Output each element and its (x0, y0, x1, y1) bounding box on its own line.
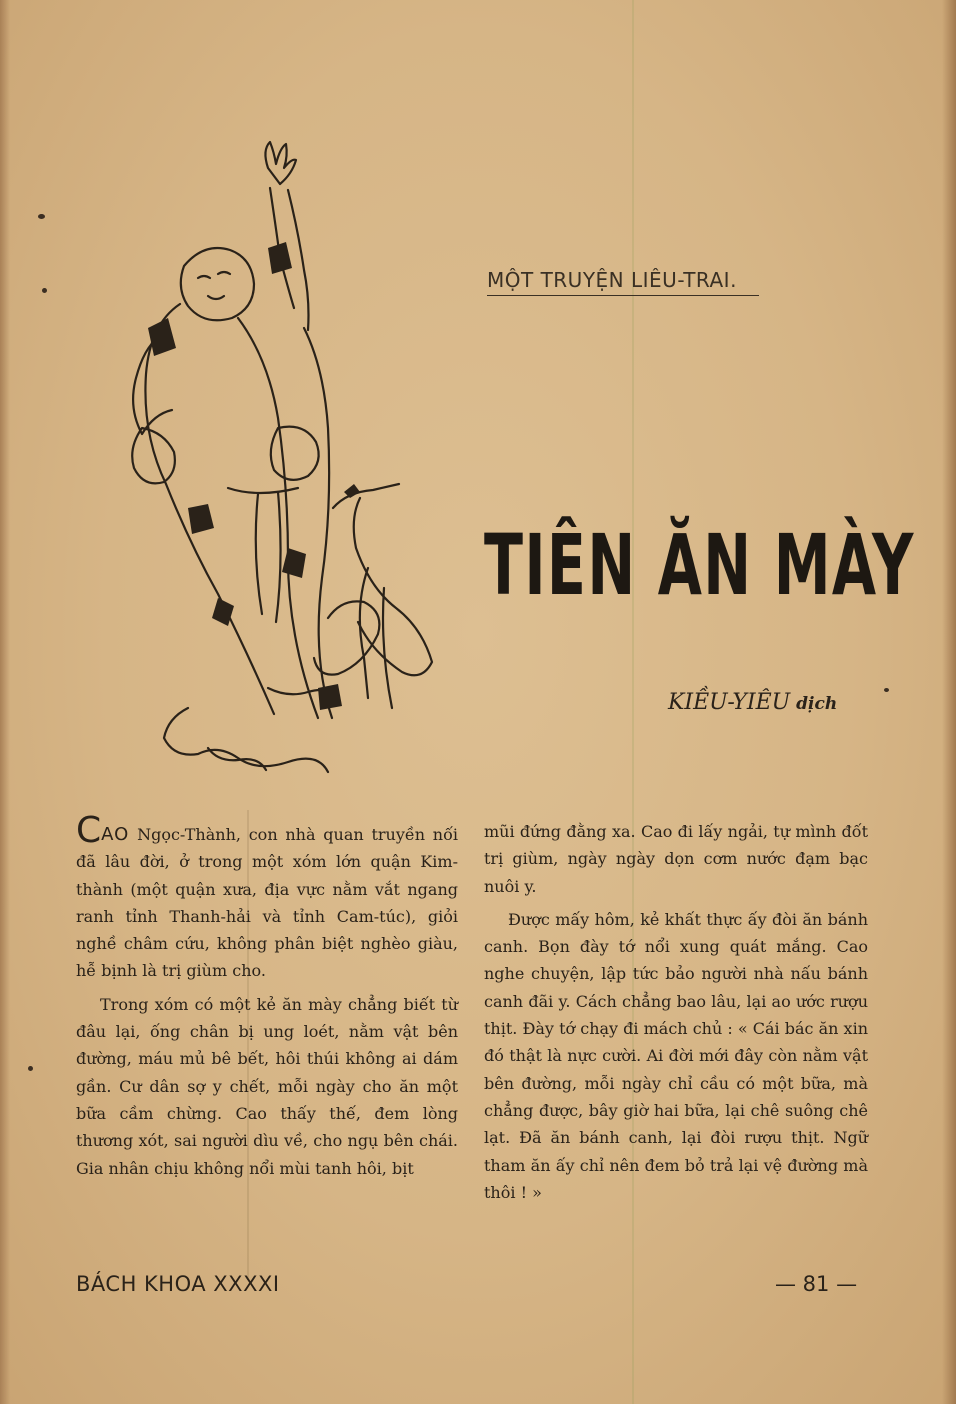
publication-name: BÁCH KHOA XXXXI (76, 1272, 280, 1296)
immortal-beggar-with-crane-icon (118, 128, 448, 788)
paragraph: mũi đứng đằng xa. Cao đi lấy ngải, tự mình đốt trị giùm, ngày ngày dọn cơm nước đạm bạc nuôi y. (484, 822, 868, 896)
paragraph: Trong xóm có một kẻ ăn mày chẳng biết từ đâu lại, ống chân bị ung loét, nằm vật bên đường, máu mủ bê bết, hôi thúi không ai dám gần. Cư dân sợ y chết, mỗi ngày cho ăn một bữa cầm chừng. Cao thấy thế, đem lòng thương xót, sai người dìu về, cho ngụ bên chái. Gia nhân chịu không nổi mùi tanh hôi, bịt (76, 994, 458, 1178)
article-title: TIÊN ĂN MÀY (484, 516, 915, 614)
ink-speck (38, 214, 45, 219)
series-title-underline (487, 295, 759, 296)
ink-speck (884, 688, 889, 692)
article-column-right (484, 818, 868, 1206)
paper-edge-left (0, 0, 10, 1404)
author-name: KIỀU-YIÊU (668, 690, 791, 715)
paragraph: Được mấy hôm, kẻ khất thực ấy đòi ăn bánh canh. Bọn đày tớ nổi xung quát mắng. Cao nghe chuyện, lập tức bảo người nhà nấu bánh canh đãi y. Cách chẳng bao lâu, lại ao ước rượu thịt. Đày tớ chạy đi mách chủ : « Cái bác ăn xin đó thật là nực cười. Ai đời mới đây còn nằm vật bên đường, mỗi ngày chỉ cầu có một bữa, mà chẳng được, bây giờ hai bữa, lại chê suông chê lạt. Đã ăn bánh canh, lại đòi rượu thịt. Ngữ tham ăn ấy chỉ nên đem bỏ trả lại vệ đường mà thôi ! » (484, 909, 868, 1202)
author-byline (668, 690, 837, 715)
paragraph-text: Ngọc-Thành, con nhà quan truyền nối đã lâu đời, ở trong một xóm lớn quận Kim-thành (một quận xưa, địa vực nằm vắt ngang ranh tỉnh Thanh-hải và tỉnh Cam-túc), giỏi nghề châm cứu, không phân biệt nghèo giàu, hễ bịnh là trị giùm cho. (76, 825, 458, 981)
ink-speck (42, 288, 47, 293)
lead-word: AO (101, 824, 130, 845)
author-role: dịch (796, 694, 838, 714)
paragraph (76, 810, 458, 985)
article-column-left (76, 810, 458, 1182)
drop-cap: C (76, 810, 102, 851)
paper-edge-right (942, 0, 956, 1404)
ink-speck (28, 1066, 33, 1071)
page-number: — 81 — (775, 1272, 858, 1296)
series-title: MỘT TRUYỆN LIÊU-TRAI. (487, 268, 737, 292)
